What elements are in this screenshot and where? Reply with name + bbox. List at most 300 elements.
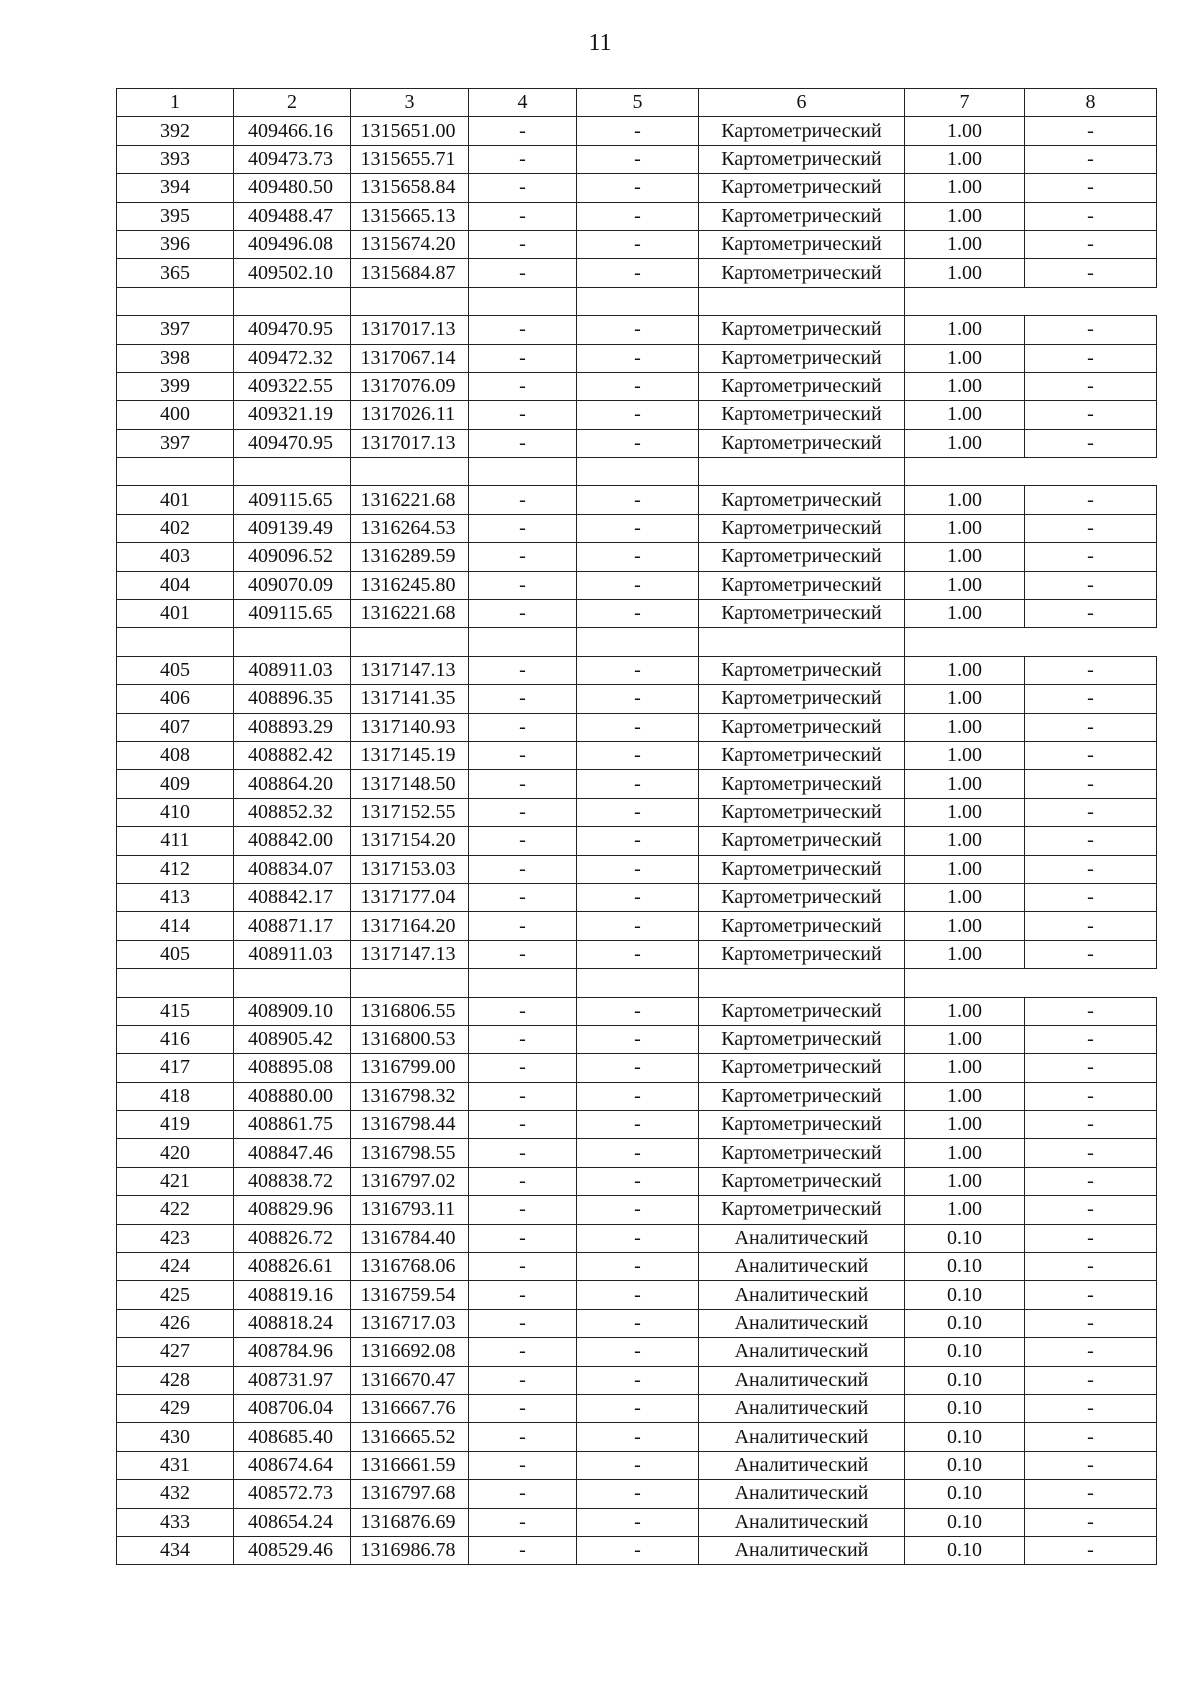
col-4-cell: - [469,1054,577,1082]
col-5-cell: - [577,656,699,684]
accuracy-cell: 0.10 [905,1423,1025,1451]
method-cell: Картометрический [699,117,905,145]
table-row [117,1253,1157,1281]
col-4-cell: - [469,401,577,429]
table-row [117,344,1157,372]
accuracy-cell: 0.10 [905,1508,1025,1536]
col-5-cell: - [577,940,699,968]
separator-cell [905,458,1025,486]
col-4-cell: - [469,1025,577,1053]
x-coordinate-cell: 409488.47 [234,202,351,230]
y-coordinate-cell: 1315658.84 [351,174,469,202]
method-cell: Аналитический [699,1281,905,1309]
header-cell: 8 [1025,89,1157,117]
separator-row [117,287,1157,315]
col-4-cell: - [469,372,577,400]
x-coordinate-cell: 408842.00 [234,827,351,855]
y-coordinate-cell: 1316221.68 [351,486,469,514]
x-coordinate-cell: 408895.08 [234,1054,351,1082]
x-coordinate-cell: 408893.29 [234,713,351,741]
col-8-cell: - [1025,1281,1157,1309]
x-coordinate-cell: 408861.75 [234,1111,351,1139]
table-row [117,656,1157,684]
col-8-cell: - [1025,855,1157,883]
table-row [117,543,1157,571]
col-5-cell: - [577,571,699,599]
x-coordinate-cell: 408852.32 [234,798,351,826]
separator-cell [351,287,469,315]
col-8-cell: - [1025,202,1157,230]
header-cell: 5 [577,89,699,117]
col-4-cell: - [469,1338,577,1366]
point-number-cell: 397 [117,316,234,344]
separator-cell [117,458,234,486]
col-4-cell: - [469,1082,577,1110]
col-4-cell: - [469,202,577,230]
col-4-cell: - [469,486,577,514]
x-coordinate-cell: 408826.61 [234,1253,351,1281]
col-8-cell: - [1025,713,1157,741]
table-row [117,571,1157,599]
col-5-cell: - [577,202,699,230]
accuracy-cell: 1.00 [905,401,1025,429]
accuracy-cell: 0.10 [905,1253,1025,1281]
y-coordinate-cell: 1316661.59 [351,1451,469,1479]
col-4-cell: - [469,656,577,684]
col-4-cell: - [469,713,577,741]
point-number-cell: 397 [117,429,234,457]
col-8-cell: - [1025,117,1157,145]
accuracy-cell: 1.00 [905,372,1025,400]
x-coordinate-cell: 408819.16 [234,1281,351,1309]
accuracy-cell: 0.10 [905,1536,1025,1564]
point-number-cell: 431 [117,1451,234,1479]
separator-cell [577,458,699,486]
accuracy-cell: 1.00 [905,145,1025,173]
col-5-cell: - [577,1082,699,1110]
accuracy-cell: 1.00 [905,202,1025,230]
method-cell: Картометрический [699,571,905,599]
method-cell: Картометрический [699,1054,905,1082]
accuracy-cell: 1.00 [905,656,1025,684]
y-coordinate-cell: 1316806.55 [351,997,469,1025]
x-coordinate-cell: 409070.09 [234,571,351,599]
accuracy-cell: 1.00 [905,940,1025,968]
col-8-cell: - [1025,1394,1157,1422]
col-4-cell: - [469,940,577,968]
y-coordinate-cell: 1316759.54 [351,1281,469,1309]
point-number-cell: 405 [117,656,234,684]
point-number-cell: 423 [117,1224,234,1252]
col-4-cell: - [469,1281,577,1309]
accuracy-cell: 0.10 [905,1366,1025,1394]
col-4-cell: - [469,1224,577,1252]
x-coordinate-cell: 409496.08 [234,230,351,258]
col-5-cell: - [577,600,699,628]
point-number-cell: 398 [117,344,234,372]
col-5-cell: - [577,855,699,883]
y-coordinate-cell: 1317147.13 [351,656,469,684]
separator-cell [234,458,351,486]
separator-cell [699,628,905,656]
header-row [117,89,1157,117]
accuracy-cell: 1.00 [905,1167,1025,1195]
col-4-cell: - [469,855,577,883]
x-coordinate-cell: 408896.35 [234,685,351,713]
col-8-cell: - [1025,571,1157,599]
table-row [117,1054,1157,1082]
x-coordinate-cell: 408909.10 [234,997,351,1025]
x-coordinate-cell: 408882.42 [234,741,351,769]
x-coordinate-cell: 409096.52 [234,543,351,571]
table-row [117,1338,1157,1366]
coordinates-table [116,88,1157,1565]
table-row [117,1167,1157,1195]
point-number-cell: 396 [117,230,234,258]
table-row [117,798,1157,826]
method-cell: Картометрический [699,543,905,571]
col-5-cell: - [577,827,699,855]
method-cell: Картометрический [699,798,905,826]
table-row [117,372,1157,400]
accuracy-cell: 1.00 [905,600,1025,628]
y-coordinate-cell: 1316797.02 [351,1167,469,1195]
col-8-cell: - [1025,1423,1157,1451]
y-coordinate-cell: 1317017.13 [351,429,469,457]
y-coordinate-cell: 1316264.53 [351,514,469,542]
col-8-cell: - [1025,827,1157,855]
accuracy-cell: 1.00 [905,741,1025,769]
col-5-cell: - [577,1167,699,1195]
col-4-cell: - [469,117,577,145]
x-coordinate-cell: 408706.04 [234,1394,351,1422]
col-5-cell: - [577,685,699,713]
col-5-cell: - [577,514,699,542]
table-row [117,514,1157,542]
col-4-cell: - [469,741,577,769]
col-4-cell: - [469,1536,577,1564]
y-coordinate-cell: 1316667.76 [351,1394,469,1422]
point-number-cell: 401 [117,486,234,514]
point-number-cell: 429 [117,1394,234,1422]
point-number-cell: 406 [117,685,234,713]
col-8-cell: - [1025,486,1157,514]
y-coordinate-cell: 1316245.80 [351,571,469,599]
col-5-cell: - [577,429,699,457]
y-coordinate-cell: 1317153.03 [351,855,469,883]
accuracy-cell: 1.00 [905,571,1025,599]
point-number-cell: 405 [117,940,234,968]
col-8-cell: - [1025,1167,1157,1195]
x-coordinate-cell: 409473.73 [234,145,351,173]
x-coordinate-cell: 409466.16 [234,117,351,145]
method-cell: Картометрический [699,997,905,1025]
method-cell: Аналитический [699,1224,905,1252]
accuracy-cell: 0.10 [905,1451,1025,1479]
col-8-cell: - [1025,259,1157,287]
method-cell: Картометрический [699,940,905,968]
header-cell: 2 [234,89,351,117]
table-row [117,316,1157,344]
separator-row [117,969,1157,997]
accuracy-cell: 1.00 [905,827,1025,855]
col-5-cell: - [577,486,699,514]
accuracy-cell: 1.00 [905,685,1025,713]
y-coordinate-cell: 1317152.55 [351,798,469,826]
method-cell: Картометрический [699,401,905,429]
col-5-cell: - [577,344,699,372]
x-coordinate-cell: 408834.07 [234,855,351,883]
col-8-cell: - [1025,770,1157,798]
point-number-cell: 403 [117,543,234,571]
table-row [117,827,1157,855]
y-coordinate-cell: 1315684.87 [351,259,469,287]
col-5-cell: - [577,1111,699,1139]
separator-cell [577,628,699,656]
col-8-cell: - [1025,600,1157,628]
col-8-cell: - [1025,741,1157,769]
x-coordinate-cell: 409480.50 [234,174,351,202]
col-8-cell: - [1025,1082,1157,1110]
col-4-cell: - [469,912,577,940]
table-row [117,486,1157,514]
accuracy-cell: 1.00 [905,770,1025,798]
method-cell: Картометрический [699,600,905,628]
point-number-cell: 407 [117,713,234,741]
table-row [117,1111,1157,1139]
col-4-cell: - [469,571,577,599]
table-row [117,1082,1157,1110]
col-5-cell: - [577,1281,699,1309]
method-cell: Картометрический [699,713,905,741]
accuracy-cell: 0.10 [905,1394,1025,1422]
method-cell: Картометрический [699,741,905,769]
separator-cell [577,287,699,315]
point-number-cell: 393 [117,145,234,173]
col-5-cell: - [577,713,699,741]
y-coordinate-cell: 1316768.06 [351,1253,469,1281]
x-coordinate-cell: 409115.65 [234,600,351,628]
table-row [117,713,1157,741]
point-number-cell: 425 [117,1281,234,1309]
col-8-cell: - [1025,1451,1157,1479]
col-8-cell: - [1025,1508,1157,1536]
method-cell: Аналитический [699,1536,905,1564]
col-4-cell: - [469,1167,577,1195]
col-5-cell: - [577,741,699,769]
method-cell: Аналитический [699,1309,905,1337]
col-4-cell: - [469,259,577,287]
method-cell: Картометрический [699,1082,905,1110]
col-4-cell: - [469,600,577,628]
y-coordinate-cell: 1316798.44 [351,1111,469,1139]
col-8-cell: - [1025,1054,1157,1082]
accuracy-cell: 1.00 [905,259,1025,287]
col-5-cell: - [577,1054,699,1082]
y-coordinate-cell: 1315651.00 [351,117,469,145]
table-row [117,741,1157,769]
accuracy-cell: 1.00 [905,1082,1025,1110]
y-coordinate-cell: 1316799.00 [351,1054,469,1082]
col-4-cell: - [469,1451,577,1479]
table-row [117,429,1157,457]
table-row [117,1451,1157,1479]
accuracy-cell: 1.00 [905,316,1025,344]
col-5-cell: - [577,1508,699,1536]
col-5-cell: - [577,770,699,798]
accuracy-cell: 1.00 [905,912,1025,940]
y-coordinate-cell: 1316692.08 [351,1338,469,1366]
col-8-cell: - [1025,940,1157,968]
method-cell: Аналитический [699,1338,905,1366]
header-cell: 1 [117,89,234,117]
separator-cell [234,287,351,315]
separator-cell [469,969,577,997]
method-cell: Аналитический [699,1508,905,1536]
method-cell: Картометрический [699,145,905,173]
col-8-cell: - [1025,883,1157,911]
y-coordinate-cell: 1316289.59 [351,543,469,571]
table-row [117,1139,1157,1167]
accuracy-cell: 1.00 [905,855,1025,883]
table-body [117,89,1157,1565]
col-4-cell: - [469,685,577,713]
col-4-cell: - [469,514,577,542]
point-number-cell: 411 [117,827,234,855]
method-cell: Картометрический [699,202,905,230]
y-coordinate-cell: 1316800.53 [351,1025,469,1053]
col-8-cell: - [1025,1536,1157,1564]
point-number-cell: 426 [117,1309,234,1337]
method-cell: Картометрический [699,259,905,287]
accuracy-cell: 1.00 [905,486,1025,514]
table-row [117,259,1157,287]
method-cell: Аналитический [699,1366,905,1394]
table-row [117,1366,1157,1394]
col-4-cell: - [469,174,577,202]
accuracy-cell: 0.10 [905,1338,1025,1366]
accuracy-cell: 1.00 [905,230,1025,258]
col-8-cell: - [1025,685,1157,713]
col-8-cell: - [1025,174,1157,202]
point-number-cell: 409 [117,770,234,798]
col-4-cell: - [469,1253,577,1281]
table-row [117,1196,1157,1224]
col-5-cell: - [577,1338,699,1366]
method-cell: Картометрический [699,230,905,258]
table-row [117,174,1157,202]
point-number-cell: 419 [117,1111,234,1139]
table-row [117,685,1157,713]
method-cell: Картометрический [699,344,905,372]
col-8-cell: - [1025,1309,1157,1337]
y-coordinate-cell: 1317148.50 [351,770,469,798]
col-8-cell: - [1025,1253,1157,1281]
point-number-cell: 430 [117,1423,234,1451]
y-coordinate-cell: 1316876.69 [351,1508,469,1536]
x-coordinate-cell: 408842.17 [234,883,351,911]
header-cell: 4 [469,89,577,117]
x-coordinate-cell: 408674.64 [234,1451,351,1479]
separator-cell [351,969,469,997]
col-5-cell: - [577,1451,699,1479]
y-coordinate-cell: 1316798.55 [351,1139,469,1167]
x-coordinate-cell: 408911.03 [234,656,351,684]
method-cell: Картометрический [699,1025,905,1053]
accuracy-cell: 1.00 [905,1139,1025,1167]
point-number-cell: 427 [117,1338,234,1366]
table-row [117,600,1157,628]
separator-cell [1025,287,1157,315]
point-number-cell: 421 [117,1167,234,1195]
y-coordinate-cell: 1317017.13 [351,316,469,344]
col-5-cell: - [577,174,699,202]
x-coordinate-cell: 408572.73 [234,1480,351,1508]
table-row [117,1536,1157,1564]
y-coordinate-cell: 1317177.04 [351,883,469,911]
col-5-cell: - [577,230,699,258]
method-cell: Картометрический [699,770,905,798]
col-4-cell: - [469,1366,577,1394]
point-number-cell: 415 [117,997,234,1025]
separator-row [117,628,1157,656]
col-4-cell: - [469,883,577,911]
accuracy-cell: 1.00 [905,997,1025,1025]
x-coordinate-cell: 408864.20 [234,770,351,798]
method-cell: Картометрический [699,1139,905,1167]
col-8-cell: - [1025,798,1157,826]
method-cell: Аналитический [699,1423,905,1451]
point-number-cell: 413 [117,883,234,911]
point-number-cell: 395 [117,202,234,230]
table-row [117,912,1157,940]
table-row [117,855,1157,883]
table-row [117,1480,1157,1508]
col-8-cell: - [1025,543,1157,571]
x-coordinate-cell: 408826.72 [234,1224,351,1252]
header-cell: 7 [905,89,1025,117]
separator-cell [351,628,469,656]
x-coordinate-cell: 408880.00 [234,1082,351,1110]
point-number-cell: 404 [117,571,234,599]
point-number-cell: 420 [117,1139,234,1167]
separator-cell [699,969,905,997]
x-coordinate-cell: 409470.95 [234,429,351,457]
accuracy-cell: 1.00 [905,429,1025,457]
accuracy-cell: 1.00 [905,344,1025,372]
table-row [117,145,1157,173]
accuracy-cell: 1.00 [905,543,1025,571]
method-cell: Картометрический [699,316,905,344]
col-5-cell: - [577,372,699,400]
accuracy-cell: 1.00 [905,1025,1025,1053]
col-5-cell: - [577,401,699,429]
point-number-cell: 410 [117,798,234,826]
col-5-cell: - [577,117,699,145]
col-4-cell: - [469,543,577,571]
col-8-cell: - [1025,1025,1157,1053]
separator-cell [577,969,699,997]
table-row [117,1309,1157,1337]
method-cell: Картометрический [699,429,905,457]
point-number-cell: 401 [117,600,234,628]
y-coordinate-cell: 1317026.11 [351,401,469,429]
col-5-cell: - [577,912,699,940]
method-cell: Картометрический [699,486,905,514]
y-coordinate-cell: 1317140.93 [351,713,469,741]
accuracy-cell: 1.00 [905,713,1025,741]
x-coordinate-cell: 409321.19 [234,401,351,429]
